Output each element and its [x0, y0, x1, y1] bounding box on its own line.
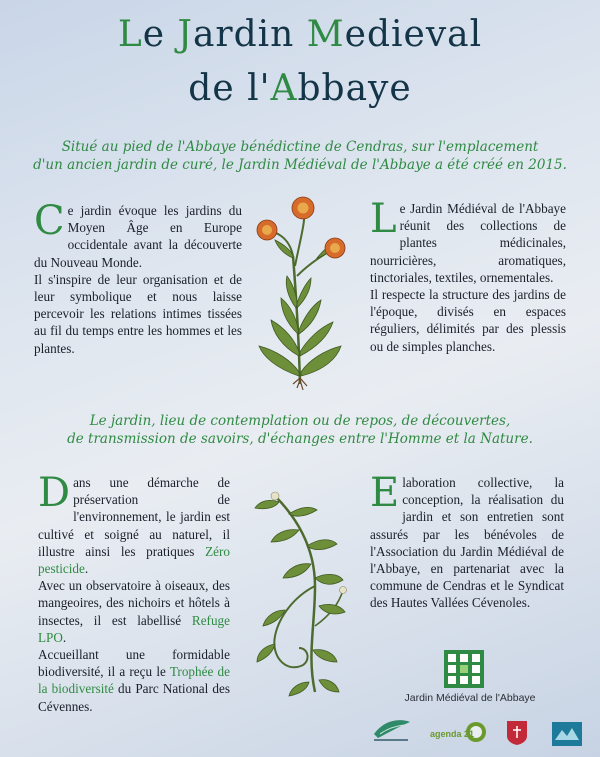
climbing-vine-illustration: [245, 486, 355, 700]
title-word-de: de l': [188, 68, 271, 109]
title-initial-l: L: [117, 14, 143, 55]
quote-line-2: de transmission de savoirs, d'échanges entre l'Homme et la Nature.: [67, 431, 533, 447]
garden-grid-logo: [444, 650, 484, 688]
text-block-partnership: [370, 470, 564, 612]
paragraph: [38, 577, 230, 646]
text-block-collections: [370, 196, 566, 355]
title-initial-a: A: [270, 68, 298, 109]
title-line-2: [0, 68, 600, 109]
drop-cap: E: [370, 470, 400, 516]
agenda-21-label: agenda 21: [430, 729, 475, 739]
paragraph: e jardin évoque les jardins du Moyen Âge en Europe occidentale avant la découverte du Nouveau Monde.: [34, 203, 242, 270]
calendula-plant-illustration: [245, 196, 355, 392]
highlight-refuge-lpo: Refuge LPO: [38, 612, 230, 645]
quote-text: [20, 412, 580, 448]
bird-feather-logo: [370, 716, 412, 742]
paragraph: laboration collective, la conception, la réalisation du jardin et son entretien sont assurés par les bénévoles de l'Association du Jardin Médiéval de l'Abbaye, en partenariat avec la commune de Cendras et le Syndicat des Hautes Vallées Cévenoles.: [370, 475, 564, 611]
intro-text: [20, 138, 580, 174]
paragraph-text: ans une démarche de préservation de l'environnement, le jardin est cultivé et soigné au naturel, il illustre ainsi les pratiques: [38, 475, 230, 559]
drop-cap: C: [34, 198, 65, 244]
paragraph: [38, 646, 230, 715]
text-block-history: [34, 198, 242, 357]
paragraph: e Jardin Médiéval de l'Abbaye réunit des collections de plantes médicinales, nourricières, aromatiques, tinctoriales, textiles, ornementales.: [370, 201, 566, 285]
title-initial-j: J: [177, 14, 193, 55]
garden-logo-caption: Jardin Médiéval de l'Abbaye: [404, 692, 536, 704]
paragraph: Il s'inspire de leur organisation et de leur symbolique et nous laisse percevoir les relations intimes tissées au fil du temps entre les hommes et les plantes.: [34, 271, 242, 356]
paragraph-text: du Parc National des Cévennes.: [38, 681, 231, 714]
intro-line-1: Situé au pied de l'Abbaye bénédictine de Cendras, sur l'emplacement: [61, 139, 539, 155]
parc-national-logo: [552, 722, 582, 746]
title-word-jardin: ardin: [192, 14, 307, 55]
drop-cap: D: [38, 470, 71, 516]
highlight-zero-pesticide: Zéro pesticide: [38, 543, 230, 577]
title-line-1: [0, 14, 600, 55]
drop-cap: L: [370, 196, 397, 242]
title-word-abbaye: bbaye: [297, 68, 412, 109]
paragraph: Il respecte la structure des jardins de l'époque, divisés en espaces réguliers, délimités par des plessis ou de simples planches.: [370, 287, 566, 354]
title-initial-m: M: [306, 14, 345, 55]
commune-crest-logo: [506, 720, 528, 746]
quote-line-1: Le jardin, lieu de contemplation ou de repos, de découvertes,: [89, 413, 511, 429]
title-word-medieval: edieval: [344, 14, 483, 55]
paragraph-text: Avec un observatoire à oiseaux, des mangeoires, des nichoirs et hôtels à insectes, il est labellisé: [38, 578, 230, 628]
paragraph-text: .: [84, 561, 89, 577]
text-block-environment: [38, 470, 231, 715]
title-word-le: e: [142, 14, 178, 55]
paragraph-text: Accueillant une formidable biodiversité, il a reçu le: [38, 647, 230, 680]
intro-line-2: d'un ancien jardin de curé, le Jardin Médiéval de l'Abbaye a été créé en 2015.: [33, 157, 567, 173]
highlight-trophee: Trophée de la biodiversité: [38, 664, 230, 697]
paragraph-text: .: [62, 629, 67, 645]
